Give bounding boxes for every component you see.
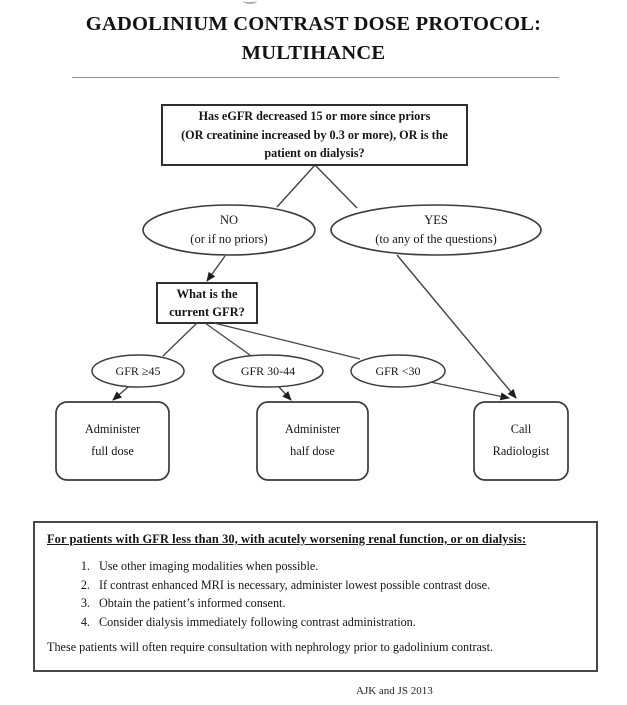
connector-gfr-to-3044: [205, 323, 250, 355]
connector-gfr-to-ge45: [163, 323, 197, 356]
question-box-line1: Has eGFR decreased 15 or more since priors: [198, 109, 431, 124]
yes-oval-label: [331, 206, 541, 254]
gfr-box-line2: current GFR?: [169, 305, 245, 319]
no-oval-label: [143, 206, 315, 254]
yes-oval-line2: (to any of the questions): [375, 232, 497, 246]
call-radiologist-line1: Call: [510, 422, 532, 437]
connector-question-to-no: [277, 165, 315, 207]
page-title-line2: MULTIHANCE: [241, 42, 386, 65]
connector-question-to-yes: [315, 165, 357, 208]
notes-list: [47, 559, 584, 630]
full-dose-line2: full dose: [91, 444, 134, 458]
notes-item: 4. Consider dialysis immediately following contrast administration.: [93, 615, 584, 630]
gfr-ge45-oval-label: GFR ≥45: [115, 363, 161, 378]
connector-gfr-to-lt30: [214, 323, 360, 359]
call-radiologist-box-label: [474, 402, 568, 480]
gfr-question-box-label: [157, 283, 257, 323]
connector-no-to-gfr: [207, 256, 225, 281]
yes-oval-line1: YES: [424, 213, 448, 228]
notes-item: 2. If contrast enhanced MRI is necessary, administer lowest possible contrast dose.: [93, 578, 584, 593]
notes-box: [33, 521, 598, 672]
question-box-line3: patient on dialysis?: [264, 146, 365, 161]
notes-heading: For patients with GFR less than 30, with acutely worsening renal function, or on dialysis:: [47, 532, 527, 546]
half-dose-line2: half dose: [290, 444, 335, 458]
connector-3044-to-half: [279, 387, 291, 400]
footer-credit: AJK and JS 2013: [356, 685, 433, 697]
question-box-line2: (OR creatinine increased by 0.3 or more), OR is the: [181, 127, 448, 142]
notes-footnote: These patients will often require consultation with nephrology prior to gadolinium contrast.: [47, 639, 494, 654]
half-dose-line1: Administer: [284, 422, 341, 437]
question-box: [162, 105, 467, 165]
gfr-lt30-oval-label: GFR <30: [375, 363, 421, 378]
notes-item: 3. Obtain the patient’s informed consent.: [93, 596, 584, 611]
page-title-line1: GADOLINIUM CONTRAST DOSE PROTOCOL:: [85, 13, 542, 35]
full-dose-line1: Administer: [84, 422, 141, 437]
no-oval-line2: (or if no priors): [190, 232, 268, 246]
notes-item: 1. Use other imaging modalities when possible.: [93, 559, 584, 574]
full-dose-box-label: [56, 402, 169, 480]
call-radiologist-line2: Radiologist: [492, 444, 550, 458]
half-dose-box-label: [257, 402, 368, 480]
gfr-box-line1: What is the: [176, 286, 238, 301]
gfr-30-44-oval-label: GFR 30-44: [240, 363, 296, 378]
connector-ge45-to-full: [113, 387, 128, 400]
no-oval-line1: NO: [219, 213, 239, 228]
